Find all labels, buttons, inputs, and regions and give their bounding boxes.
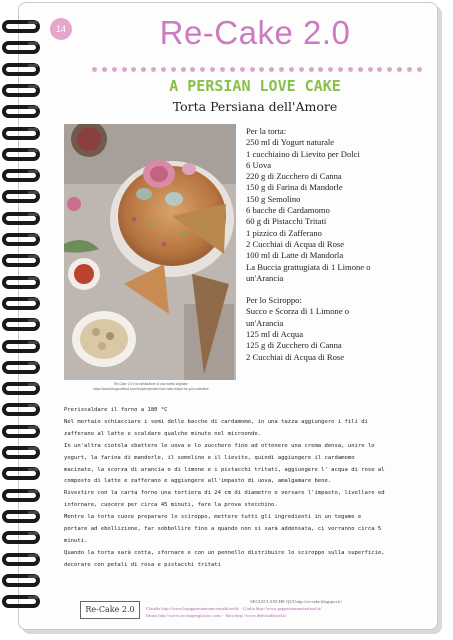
spiral-binding <box>0 20 44 620</box>
footer-heading[interactable]: SEGUICI ANCHE QUI http://re-cake.blogspot.it/ <box>250 599 342 604</box>
divider-dot <box>338 67 343 72</box>
divider-dot <box>259 67 264 72</box>
photo-caption <box>64 382 238 392</box>
divider-dot <box>171 67 176 72</box>
method-line: yogurt, la farina di mandorle, il semolino e il lievito, quindi aggiungere il cardamomo <box>64 454 355 461</box>
divider-dot <box>417 67 422 72</box>
spiral-ring <box>2 510 40 523</box>
ingredient-item: 2 Cucchiai di Acqua di Rose <box>246 238 345 249</box>
spiral-ring <box>2 233 40 246</box>
dotted-divider <box>92 64 422 74</box>
ingredient-item: un'Arancia <box>246 272 284 283</box>
method-line: Quando la torta sarà cotta, sfornare e con un pennello distribuire lo sciroppo sulla superficie, <box>64 549 385 556</box>
ingredient-item: 125 ml di Acqua <box>246 329 304 340</box>
spiral-ring <box>2 467 40 480</box>
divider-dot <box>328 67 333 72</box>
recipe-subtitle: Torta Persiana dell'Amore <box>172 99 338 114</box>
spiral-ring <box>2 254 40 267</box>
cake-heading: Per la torta: <box>246 126 287 136</box>
divider-dot <box>131 67 136 72</box>
divider-dot <box>387 67 392 72</box>
spiral-ring <box>2 489 40 502</box>
divider-dot <box>289 67 294 72</box>
ingredient-item: 250 ml di Yogurt naturale <box>246 137 335 148</box>
spiral-ring <box>2 425 40 438</box>
spiral-ring <box>2 20 40 33</box>
spiral-ring <box>2 297 40 310</box>
method-text <box>64 405 429 572</box>
spiral-ring <box>2 276 40 289</box>
method-line: Preriscaldare il forno a 180 °C <box>64 407 168 413</box>
spiral-ring <box>2 84 40 97</box>
divider-dot <box>210 67 215 72</box>
method-line: infornare, cuocere per circa 45 minuti, fare la prova stecchino. <box>64 502 278 509</box>
divider-dot <box>358 67 363 72</box>
ingredient-item: 220 g di Zucchero di Canna <box>246 171 342 182</box>
spiral-ring <box>2 41 40 54</box>
spiral-ring <box>2 531 40 544</box>
footer-links <box>146 598 446 619</box>
method-line: decorare con petali di rosa e pistacchi tritati <box>64 561 221 568</box>
spiral-ring <box>2 382 40 395</box>
spiral-ring <box>2 127 40 140</box>
divider-dot <box>200 67 205 72</box>
divider-dot <box>407 67 412 72</box>
spiral-ring <box>2 63 40 76</box>
spiral-ring <box>2 403 40 416</box>
ingredient-item: 6 bacche di Cardamomo <box>246 205 330 216</box>
method-line: Nel mortaio schiacciare i semi delle bacche di cardamomo, in una tazza aggiungere i fili di <box>64 418 368 425</box>
spiral-ring <box>2 595 40 608</box>
ingredient-item: 60 g di Pistacchi Tritati <box>246 216 327 227</box>
spiral-ring <box>2 574 40 587</box>
divider-dot <box>368 67 373 72</box>
footer-link-line[interactable]: Ileana http://www.cucinaperglostoo.com/ · Sara http://www.deleziadifood.it/ <box>146 613 287 618</box>
divider-dot <box>318 67 323 72</box>
spiral-ring <box>2 105 40 118</box>
divider-dot <box>299 67 304 72</box>
divider-dot <box>269 67 274 72</box>
method-line: In un'altra ciotola sbattere le uova e lo zucchero fino ad ottenere una crema densa, unire lo <box>64 442 375 449</box>
divider-dot <box>348 67 353 72</box>
divider-dot <box>92 67 97 72</box>
ingredient-item: Succo e Scorza di 1 Limone o <box>246 306 350 317</box>
divider-dot <box>220 67 225 72</box>
divider-dot <box>377 67 382 72</box>
ingredient-item: La Buccia grattugiata di 1 Limone o <box>246 261 371 272</box>
spiral-ring <box>2 361 40 374</box>
method-line: minuti. <box>64 537 88 544</box>
ingredient-item: 1 pizzico di Zafferano <box>246 227 322 238</box>
method-line: Mentre la torta cuoce preparare lo sciroppo, mettere tutti gli ingredienti in un tegame e <box>64 514 362 521</box>
ingredient-item: 100 ml di Latte di Mandorla <box>246 250 344 261</box>
footer-link-line[interactable]: Claudia http://www.lapappaetainnamoratadifoodit/ · Giulia http://www.peppersonmetterfood.it/ <box>146 606 322 611</box>
spiral-ring <box>2 169 40 182</box>
divider-dot <box>279 67 284 72</box>
ingredient-item: 2 Cucchiai di Acqua di Rose <box>246 351 345 362</box>
spiral-ring <box>2 553 40 566</box>
method-line: portare ad ebollizione, far sobbollire fino a quando non si sarà addensata, ci vorranno circa 5 <box>64 526 382 533</box>
recipe-title: A PERSIAN LOVE CAKE <box>169 77 341 95</box>
syrup-heading: Per lo Sciroppo: <box>246 295 302 306</box>
divider-dot <box>309 67 314 72</box>
spiral-ring <box>2 190 40 203</box>
divider-dot <box>161 67 166 72</box>
divider-dot <box>122 67 127 72</box>
ingredient-item: 150 g di Farina di Mandorle <box>246 182 343 193</box>
ingredient-item: 6 Uova <box>246 159 272 170</box>
caption-line: Re-Cake 2.0 è la rivisitazione di una ricetta originale <box>114 382 188 386</box>
divider-dot <box>230 67 235 72</box>
cake-photo <box>64 124 236 380</box>
divider-dot <box>102 67 107 72</box>
spiral-ring <box>2 446 40 459</box>
spiral-ring <box>2 318 40 331</box>
divider-dot <box>181 67 186 72</box>
method-line: Rivestire con la carta forno una tortiera di 24 cm di diametro e versare l'impasto, livellare ed <box>64 490 385 497</box>
divider-dot <box>151 67 156 72</box>
cake-photo-image <box>64 124 236 380</box>
spiral-ring <box>2 340 40 353</box>
method-line: macinato, la scorza di arancia o di limone e i pistacchi tritati, aggiungere l' acqua di rose al <box>64 466 385 473</box>
caption-link[interactable]: https://www.bbcgoodfood.com/recipes/persian-love-cake-recipe-for-your-valentine <box>93 387 209 391</box>
ingredients-list <box>246 126 441 363</box>
page-number-badge: 14 <box>50 18 72 40</box>
divider-dot <box>141 67 146 72</box>
method-line: composto di latte e zafferano e aggiungere all'impasto di uova, amalgamare bene. <box>64 478 332 485</box>
divider-dot <box>250 67 255 72</box>
ingredient-item: 150 g Semolino <box>246 193 301 204</box>
divider-dot <box>190 67 195 72</box>
divider-dot <box>112 67 117 72</box>
ingredient-item: 125 g di Zucchero di Canna <box>246 340 342 351</box>
ingredient-item: 1 cucchiaino di Lievito per Dolci <box>246 148 360 159</box>
divider-dot <box>397 67 402 72</box>
spiral-ring <box>2 148 40 161</box>
ingredient-item: un'Arancia <box>246 317 284 328</box>
re-cake-logo: Re-Cake 2.0 <box>80 601 140 619</box>
spiral-ring <box>2 212 40 225</box>
divider-dot <box>240 67 245 72</box>
method-line: zafferano al latte e scaldare qualche minuto nel microonde. <box>64 430 262 437</box>
page-title: Re-Cake 2.0 <box>159 14 351 51</box>
